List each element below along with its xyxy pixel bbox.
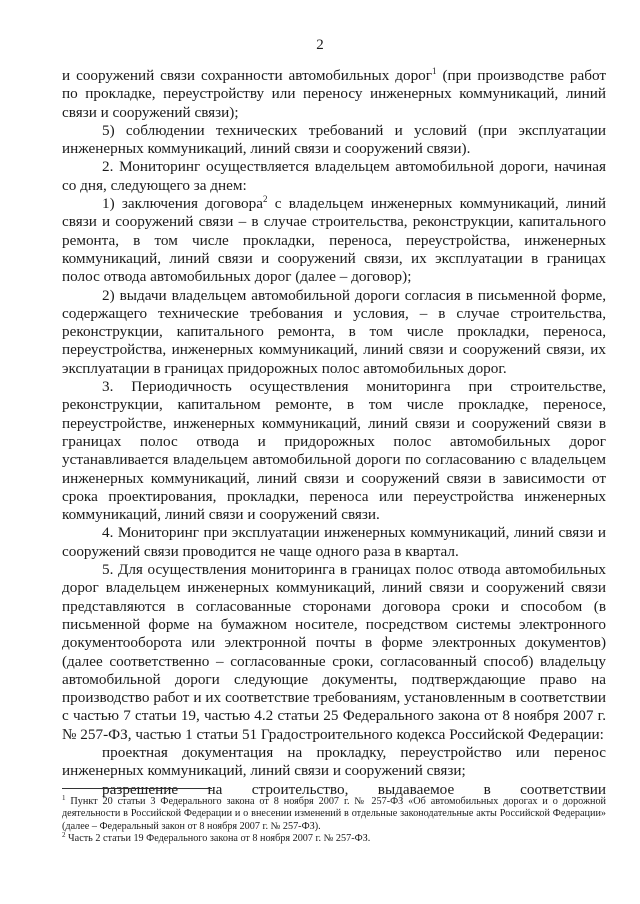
page-number: 2 bbox=[316, 37, 324, 53]
paragraph-clause-2: 2. Мониторинг осуществляется владельцем автомобильной дороги, начиная со дня, следующего за днем: bbox=[62, 158, 606, 194]
paragraph-continuation: и сооружений связи сохранности автомобильных дорог$^1$ (при производстве работ по прокладке, переустройству или переносу инженерных коммуникаций, линий связи и сооружений связи); bbox=[62, 66, 606, 121]
paragraph-permit: разрешение на строительство, выдаваемое в соответствии bbox=[102, 780, 606, 798]
footnote-ref-2: 2 bbox=[262, 194, 268, 205]
paragraph-clause-5: 5. Для осуществления мониторинга в границах полос отвода автомобильных дорог владельцем инженерных коммуникаций, линий связи и сооружений связи представляются в согласованные сторонами договора сроки и способом (в письменной форме на бумажном носителе, посредством системы электронного документооборота или электронной почты в форме электронных документов) (далее соответственно – согласованные сроки, согласованный способ) владельцу автомобильной дороги следующие документы, подтверждающие право на производство работ и их соответствие требованиям, установленным в соответствии с частью 7 статьи 19, частью 4.2 статьи 25 Федерального закона от 8 ноября 2007 г. № 257-ФЗ, частью 1 статьи 51 Градостроительного кодекса Российской Федерации: bbox=[62, 561, 606, 743]
paragraph-item-5: 5) соблюдении технических требований и условий (при эксплуатации инженерных коммуникаций, линий связи и сооружений связи). bbox=[62, 121, 606, 158]
paragraph-subitem-2: 2) выдачи владельцем автомобильной дороги согласия в письменной форме, содержащего технические требования и условия, – в случае строительства, реконструкции, капитального ремонта, в том числе прокладки, переноса, переустройства, инженерных коммуникаций, линий связи и сооружений связи, их эксплуатации в границах придорожных полос автомобильных дорог. bbox=[62, 286, 606, 377]
paragraph-clause-4: 4. Мониторинг при эксплуатации инженерных коммуникаций, линий связи и сооружений связи проводится не чаще одного раза в квартал. bbox=[62, 524, 606, 560]
document-body bbox=[62, 67, 606, 799]
footnote-divider bbox=[62, 788, 212, 789]
footnote-2: $^2$ Часть 2 статьи 19 Федерального закона от 8 ноября 2007 г. № 257-ФЗ. bbox=[62, 830, 371, 844]
footnotes bbox=[62, 796, 606, 845]
paragraph-subitem-1: 1) заключения договора$^2$ с владельцем инженерных коммуникаций, линий связи и сооружений связи – в случае строительства, реконструкции, капитального ремонта, в том числе прокладки, переноса, переустройства, инженерных коммуникаций, линий связи и сооружений связи, их эксплуатации в границах полос отвода автомобильных дорог (далее – договор); bbox=[62, 194, 606, 286]
paragraph-project-docs: проектная документация на прокладку, переустройство или перенос инженерных коммуникаций, линий связи и сооружений связи; bbox=[62, 743, 606, 780]
footnote-ref-1: 1 bbox=[432, 66, 437, 76]
paragraph-clause-3: 3. Периодичность осуществления мониторинга при строительстве, реконструкции, капитальном ремонте, в том числе прокладке, переносе, переустройстве, инженерных коммуникаций, линий связи и сооружений связи в границах полос отвода и придорожных полос автомобильных дорог устанавливается владельцем автомобильной дороги по согласованию с владельцем инженерных коммуникаций, линий связи и сооружений связи в зависимости от срока проектирования, прокладки, переноса или переустройства инженерных коммуникаций, линий связи и сооружений связи. bbox=[62, 378, 606, 524]
footnote-1: $^1$ Пункт 20 статьи 3 Федерального закона от 8 ноября 2007 г. № 257-ФЗ «Об автомобильных дорогах и о дорожной деятельности в Российской Федерации и о внесении изменений в отдельные законодательные акты Российской Федерации» (далее – Федеральный закон от 8 ноября 2007 г. № 257-ФЗ). bbox=[62, 794, 606, 832]
